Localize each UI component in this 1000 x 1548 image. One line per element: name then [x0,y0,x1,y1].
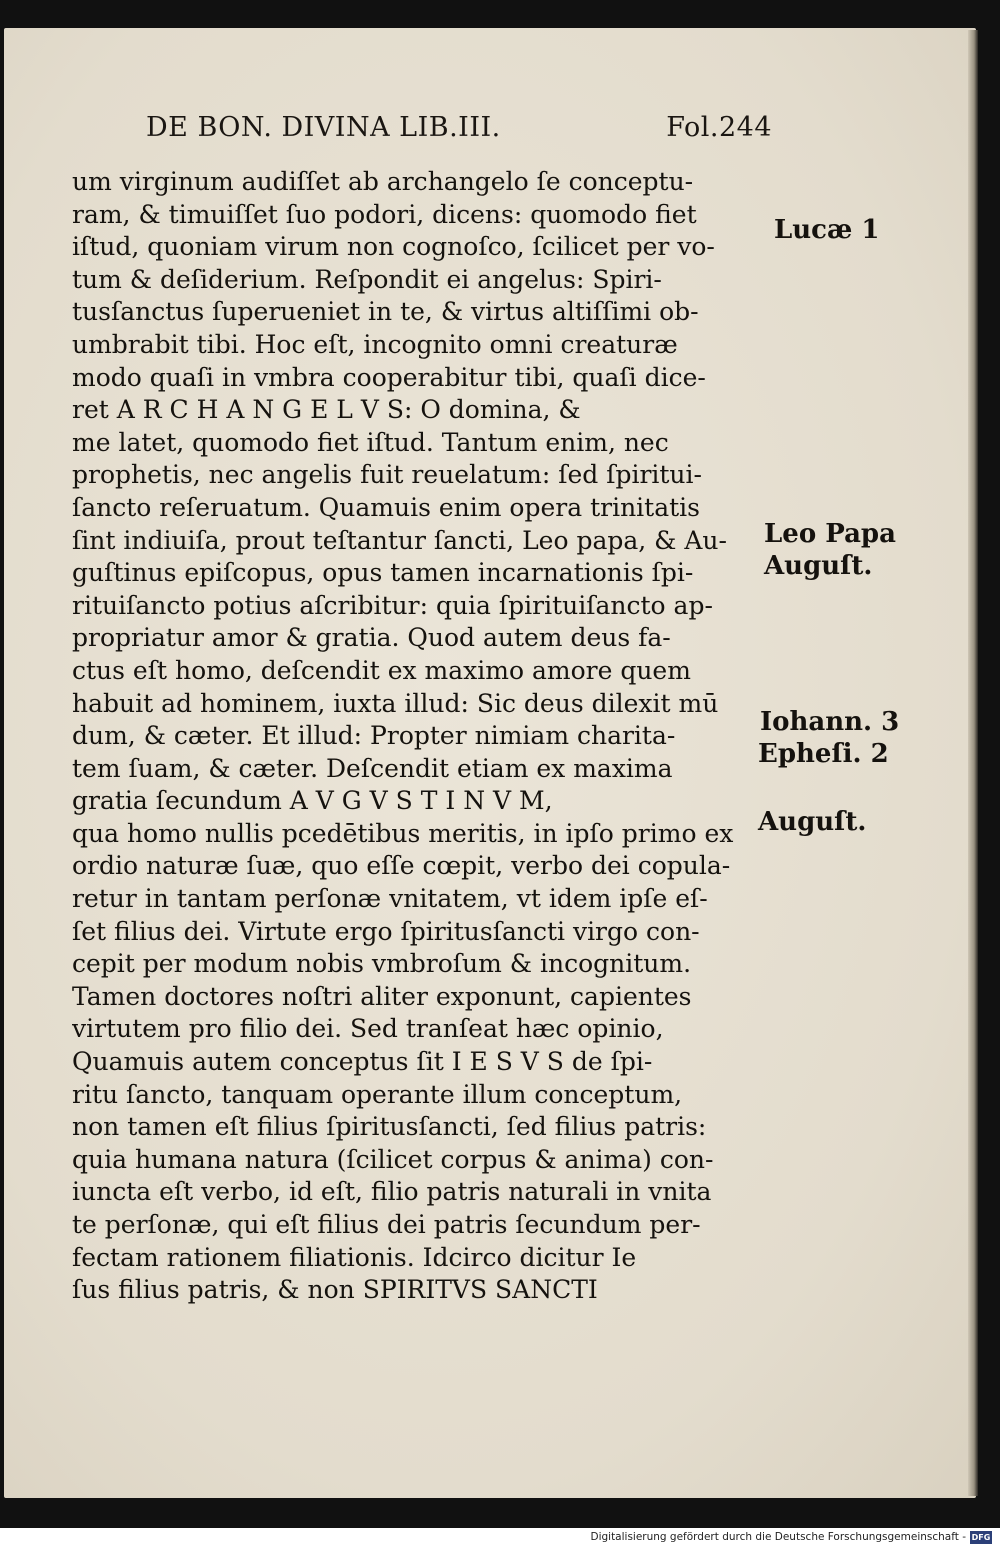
footer-bar [0,1528,1000,1548]
body-text [72,166,750,1307]
text-line: qua homo nullis pcedētibus meritis, in ipſo primo ex [72,818,734,848]
text-line: gratia ſecundum A V G V S T I N V M, [72,786,553,816]
text-line: um virginum audiſſet ab archangelo ſe conceptu- [72,167,694,196]
text-line: guſtinus epiſcopus, opus tamen incarnationis ſpi- [72,558,694,588]
text-line: ſus filius patris, & non SPIRITVS SANCTI [72,1275,598,1305]
text-line: Quamuis autem conceptus ſit I E S V S de ſpi- [72,1047,653,1077]
text-line: ram, & timuiſſet ſuo podori, dicens: quomodo fiet [72,199,697,229]
text-line: fectam rationem filiationis. Idcirco dicitur Ie [72,1242,637,1272]
funding-credit: Digitalisierung gefördert durch die Deutsche Forschungsgemeinschaft - [590,1531,966,1543]
text-line: habuit ad hominem, iuxta illud: Sic deus dilexit mū [72,688,719,718]
margin-note-lucae: Lucæ 1 [774,215,880,245]
text-line: ordio naturæ ſuæ, quo eſſe cœpit, verbo dei copula- [72,851,731,881]
text-line: me latet, quomodo fiet iſtud. Tantum enim, nec [72,427,669,457]
text-line: retur in tantam perſonæ vnitatem, vt idem ipſe eſ- [72,884,708,914]
margin-note-iohann: Iohann. 3 [760,707,900,737]
text-line: ritu ſancto, tanquam operante illum conceptum, [72,1079,683,1109]
text-line: ſet filius dei. Virtute ergo ſpiritusſancti virgo con- [72,916,700,946]
text-line: umbrabit tibi. Hoc eſt, incognito omni creaturæ [72,329,678,359]
text-line: te perſonæ, qui eſt filius dei patris ſecundum per- [72,1210,701,1239]
text-line: ret A R C H A N G E L V S: O domina, & [72,395,581,425]
text-line: iſtud, quoniam virum non cognoſco, ſcilicet per vo- [72,232,715,262]
page-edge [968,30,978,1496]
text-line: propriatur amor & gratia. Quod autem deus fa- [72,623,671,653]
text-line: tusſanctus ſuperueniet in te, & virtus altiſſimi ob- [72,297,699,327]
text-line: modo quaſi in vmbra cooperabitur tibi, quaſi dice- [72,362,706,392]
text-line: virtutem pro filio dei. Sed tranſeat hæc opinio, [72,1014,664,1044]
text-line: dum, & cæter. Et illud: Propter nimiam charita- [72,721,676,751]
text-line: ſint indiuiſa, prout teſtantur ſancti, Leo papa, & Au- [72,525,727,555]
text-line: rituiſancto potius aſcribitur: quia ſpirituiſancto ap- [72,590,713,620]
text-line: prophetis, nec angelis fuit reuelatum: ſed ſpiritui- [72,460,702,490]
text-line: tem ſuam, & cæter. Deſcendit etiam ex maxima [72,753,673,783]
text-line: tum & deſiderium. Reſpondit ei angelus: Spiri- [72,264,662,294]
margin-note-leo-papa: Leo Papa [764,519,896,549]
running-title: DE BON. DIVINA LIB.III. [146,112,501,143]
text-line: ctus eſt homo, deſcendit ex maximo amore quem [72,655,691,685]
text-line: iuncta eſt verbo, id eſt, filio patris naturali in vnita [72,1177,712,1207]
margin-note-august: Auguſt. [764,551,873,581]
dfg-logo: DFG [971,1533,991,1542]
margin-note-august-2: Auguſt. [758,807,867,837]
text-line: non tamen eſt filius ſpiritusſancti, ſed filius patris: [72,1112,707,1142]
text-line: Tamen doctores noſtri aliter exponunt, capientes [72,981,692,1011]
running-head [146,112,772,152]
margin-note-ephesi: Epheſi. 2 [758,739,889,769]
text-line: quia humana natura (ſcilicet corpus & anima) con- [72,1144,714,1174]
folio-number: Fol.244 [666,112,772,143]
text-line: ſancto reſeruatum. Quamuis enim opera trinitatis [72,492,700,522]
text-line: cepit per modum nobis vmbroſum & incognitum. [72,949,692,979]
